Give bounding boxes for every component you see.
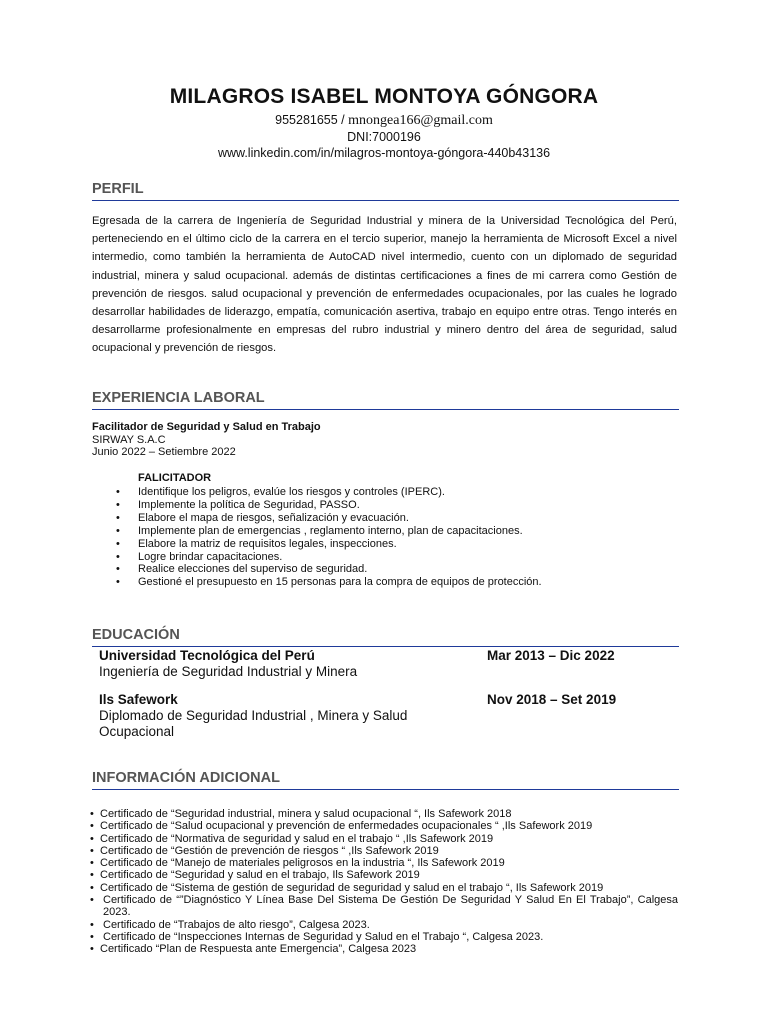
linkedin-link[interactable]: www.linkedin.com/in/milagros-montoya-góngora-440b43136 xyxy=(217,146,551,160)
duties-list xyxy=(116,486,676,589)
list-item: • Certificado de “Gestión de prevención de riesgos “ ,Ils Safework 2019 xyxy=(90,845,678,857)
list-item: • Implemente plan de emergencias , reglamento interno, plan de capacitaciones. xyxy=(116,525,676,538)
job-period: Junio 2022 – Setiembre 2022 xyxy=(92,446,236,458)
list-item: • Certificado de “Trabajos de alto riesgo”, Calgesa 2023. xyxy=(90,919,678,931)
education-dates: Nov 2018 – Set 2019 xyxy=(487,692,617,707)
profile-text: Egresada de la carrera de Ingeniería de Seguridad Industrial y minera de la Universidad Tecnológica del Perú, perteneciendo en el último ciclo de la carrera en el tercio superior, manejo la herramienta de Microsoft Excel a nivel intermedio, como también la herramienta de AutoCAD nivel intermedio, cuento con un diplomado de seguridad industrial, minera y salud ocupacional. además de distintas certificaciones a fines de mi carrera como Gestión de prevención de riesgos. salud ocupacional y prevención de enfermedades ocupacionales, por las cuales he logrado desarrollar habilidades de liderazgo, empatía, comunicación asertiva, trabajo en equipo entre otras. Tengo interés en desarrollarme profesionalmente en empresas del rubro industrial y minero dentro del área de seguridad, salud ocupacional y prevención de riesgos. xyxy=(92,215,677,355)
candidate-name: MILAGROS ISABEL MONTOYA GÓNGORA xyxy=(169,85,599,108)
list-item: • Certificado de “Manejo de materiales peligrosos en la industria “, Ils Safework 2019 xyxy=(90,857,678,869)
phone-number: 955281655 / xyxy=(275,113,349,127)
education-entry xyxy=(99,692,639,739)
list-item: • Certificado de “Normativa de seguridad y salud en el trabajo “ ,Ils Safework 2019 xyxy=(90,833,678,845)
institution-name: Ils Safework xyxy=(99,692,178,707)
section-title-adicional: INFORMACIÓN ADICIONAL xyxy=(92,770,679,790)
list-item: • Certificado de “Inspecciones Internas de Seguridad y Salud en el Trabajo “, Calgesa 2023. xyxy=(90,931,678,943)
list-item: • Logre brindar capacitaciones. xyxy=(116,551,676,564)
list-item: • Certificado de “Seguridad y salud en el trabajo, Ils Safework 2019 xyxy=(90,869,678,881)
resume-header xyxy=(0,84,768,161)
list-item: • Certificado de “Salud ocupacional y prevención de enfermedades ocupacionales “ ,Ils Safework 2019 xyxy=(90,820,678,832)
education-dates: Mar 2013 – Dic 2022 xyxy=(487,648,615,663)
institution-name: Universidad Tecnológica del Perú xyxy=(99,648,315,663)
job-entry xyxy=(92,421,677,459)
section-title-educacion: EDUCACIÓN xyxy=(92,627,679,647)
education-entry xyxy=(99,648,639,680)
company-name: SIRWAY S.A.C xyxy=(92,433,166,446)
job-role: FALICITADOR xyxy=(138,472,212,484)
dni: DNI:7000196 xyxy=(347,130,421,144)
list-item: • Certificado de “Seguridad industrial, minera y salud ocupacional “, Ils Safework 2018 xyxy=(90,808,678,820)
list-item: • Certificado “Plan de Respuesta ante Emergencia”, Calgesa 2023 xyxy=(90,943,678,955)
list-item: • Certificado de “”Diagnóstico Y Línea Base Del Sistema De Gestión De Seguridad Y Salud En El Trabajo”, Calgesa 2023. xyxy=(90,894,678,919)
email-address[interactable]: mnongea166@gmail.com xyxy=(348,113,493,128)
contact-line xyxy=(0,112,768,129)
list-item: • Elabore la matriz de requisitos legales, inspecciones. xyxy=(116,538,676,551)
section-title-experiencia: EXPERIENCIA LABORAL xyxy=(92,390,679,410)
degree-name: Diplomado de Seguridad Industrial , Minera y Salud Ocupacional xyxy=(99,708,408,739)
job-title: Facilitador de Seguridad y Salud en Trabajo xyxy=(92,421,321,433)
list-item: • Implemente la política de Seguridad, PASSO. xyxy=(116,499,676,512)
list-item: • Gestioné el presupuesto en 15 personas para la compra de equipos de protección. xyxy=(116,576,676,589)
list-item: • Elabore el mapa de riesgos, señalización y evacuación. xyxy=(116,512,676,525)
section-title-perfil: PERFIL xyxy=(92,181,679,201)
list-item: • Identifique los peligros, evalúe los riesgos y controles (IPERC). xyxy=(116,486,676,499)
list-item: • Realice elecciones del superviso de seguridad. xyxy=(116,563,676,576)
list-item: • Certificado de “Sistema de gestión de seguridad de seguridad y salud en el trabajo “, Ils Safework 2019 xyxy=(90,882,678,894)
certificates-list xyxy=(90,808,678,956)
degree-name: Ingeniería de Seguridad Industrial y Minera xyxy=(99,664,358,679)
